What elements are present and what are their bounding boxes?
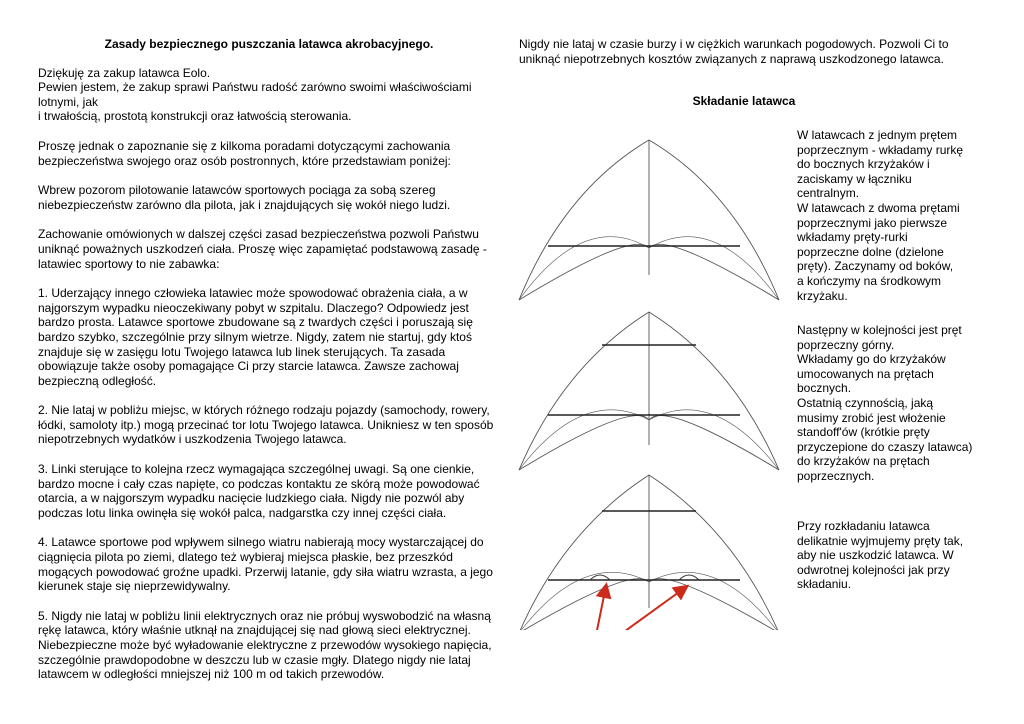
- text-line: W latawcach z jednym prętem: [797, 128, 958, 142]
- paragraph: Wbrew pozorom pilotowanie latawców sportowych pociąga za sobą szereg niebezpieczeństw zarówno dla pilota, jak i znajdujących się wokół niego ludzi.: [38, 183, 451, 212]
- text-line: bocznych.: [797, 381, 852, 396]
- rule-5: 5. Nigdy nie lataj w pobliżu linii elektrycznych oraz nie próbuj wyswobodzić na własną rękę latawca, który właśnie utknął na znajdującej się nad głową sieci elektrycznej. Niebezpieczne może być wyładowanie elektryczne z przewodów wysokiego napięcia, szczególnie prawdopodobne w deszczu lub w czasie mgły. Dlatego nigdy nie lataj latawcem w odległości mniejszej niż 100 m od takich przewodów.: [38, 608, 492, 682]
- text-line: Przy rozkładaniu latawca: [797, 519, 930, 533]
- text-line: do bocznych krzyżaków i: [797, 157, 930, 172]
- weather-warning: Nigdy nie lataj w czasie burzy i w ciężkich warunkach pogodowych. Pozwoli Ci to uniknąć niepotrzebnych kosztów związanych z naprawą uszkodzonego latawca.: [519, 37, 949, 66]
- text-line: Następny w kolejności jest pręt: [797, 323, 962, 337]
- text-line: W latawcach z dwoma prętami: [797, 200, 960, 215]
- step-2-text: [797, 323, 982, 484]
- text-line: a kończymy na środkowym: [797, 273, 942, 288]
- intro-line: i trwałością, prostotą konstrukcji oraz łatwością sterowania.: [38, 109, 352, 124]
- intro-line: Dziękuję za zakup latawca Eolo.: [38, 65, 211, 80]
- intro-paragraph: [38, 66, 500, 124]
- intro-line: Pewien jestem, że zakup sprawi Państwu radość zarówno swoimi właściwościami lotnymi, jak: [38, 80, 472, 109]
- kite-diagrams: [514, 130, 784, 630]
- safety-rules-column: [38, 37, 500, 697]
- text-line: poprzecznym - wkładamy rurkę: [797, 142, 964, 157]
- red-arrow-icon: [592, 586, 686, 630]
- rule-1: 1. Uderzający innego człowieka latawiec może spowodować obrażenia ciała, a w najgorszym wypadku nieoczekiwany pobyt w szpitalu. Dlaczego? Odpowiedz jest bardzo prosta. Latawce sportowe zbudowane są z twardych części i poruszają się bardzo szybko, szczególnie przy silnym wietrze. Nigdy, zatem nie startuj, gdy ktoś znajduje się w zasięgu lotu Twojego latawca lub linek sterujących. Ta zasada obowiązuje także osoby pomagające Ci przy starcie latawca. Zawsze zachowaj bezpieczną odległość.: [38, 286, 473, 388]
- kite-diagram-two-spars-icon: [519, 312, 779, 470]
- rule-2: 2. Nie lataj w pobliżu miejsc, w których różnego rodzaju pojazdy (samochody, rowery, łódki, samoloty itp.) mogą przecinać tor lotu Twojego latawca. Unikniesz w ten sposób niepotrzebnych wydatków i uszkodzenia Twojego latawca.: [38, 403, 494, 447]
- text-line: składaniu.: [797, 577, 852, 592]
- step-1-text: [797, 128, 982, 303]
- assembly-heading: Składanie latawca: [692, 94, 796, 108]
- text-line: krzyżaku.: [797, 288, 848, 303]
- text-line: przyczepione do czaszy latawca): [797, 439, 973, 454]
- text-line: zaciskamy w łączniku: [797, 171, 912, 186]
- text-line: wkładamy pręty-rurki: [797, 230, 908, 245]
- text-line: standoff'ów (krótkie pręty: [797, 425, 930, 440]
- text-line: poprzecznych.: [797, 468, 875, 483]
- rule-3: 3. Linki sterujące to kolejna rzecz wymagająca szczególnej uwagi. Są one cienkie, bardzo mocne i cały czas napięte, co podczas kontaktu ze skórą może powodować otarcia, a w najgorszym wypadku nacięcie ludzkiego ciała. Nigdy nie pozwól aby podczas lotu linka owinęła się wokół palca, nadgarstka czy innej części ciała.: [38, 462, 480, 520]
- text-line: poprzeczny górny.: [797, 337, 895, 352]
- rule-4: 4. Latawce sportowe pod wpływem silnego wiatru nabierają mocy wystarczającej do ciągnięcia pilota po ziemi, dlatego też wybieraj miejsca płaskie, bez przeszkód mogących powodować groźne upadki. Przerwij latanie, gdy siła wiatru wzrasta, a jego kierunek staje się nieprzewidywalny.: [38, 535, 493, 594]
- text-line: musimy zrobić jest włożenie: [797, 410, 946, 425]
- step-3-text: [797, 519, 982, 592]
- text-line: centralnym.: [797, 186, 860, 201]
- text-line: pręty). Zaczynamy od boków,: [797, 259, 954, 274]
- kite-diagram-one-spar-icon: [519, 140, 779, 300]
- text-line: aby nie uszkodzić latawca. W: [797, 548, 954, 563]
- text-line: Wkładamy go do krzyżaków: [797, 352, 946, 367]
- text-line: poprzeczne dolne (dzielone: [797, 244, 944, 259]
- text-line: poprzecznymi jako pierwsze: [797, 215, 948, 230]
- text-line: delikatnie wyjmujemy pręty tak,: [797, 533, 964, 548]
- paragraph: Zachowanie omówionych w dalszej części zasad bezpieczeństwa pozwoli Państwu uniknąć poważnych uszkodzeń ciała. Proszę więc zapamiętać podstawową zasadę - latawiec sportowy to nie zabawka:: [38, 227, 487, 271]
- kite-diagram-standoffs-icon: [519, 475, 779, 630]
- text-line: umocowanych na prętach: [797, 366, 934, 381]
- document-title: Zasady bezpiecznego puszczania latawca akrobacyjnego.: [104, 37, 434, 51]
- paragraph: Proszę jednak o zapoznanie się z kilkoma poradami dotyczącymi zachowania bezpieczeństwa swojego oraz osób postronnych, które przedstawiam poniżej:: [38, 138, 451, 168]
- text-line: odwrotnej kolejności jak przy: [797, 562, 950, 577]
- text-line: Ostatnią czynnością, jaką: [797, 395, 934, 410]
- text-line: do krzyżaków na prętach: [797, 454, 930, 469]
